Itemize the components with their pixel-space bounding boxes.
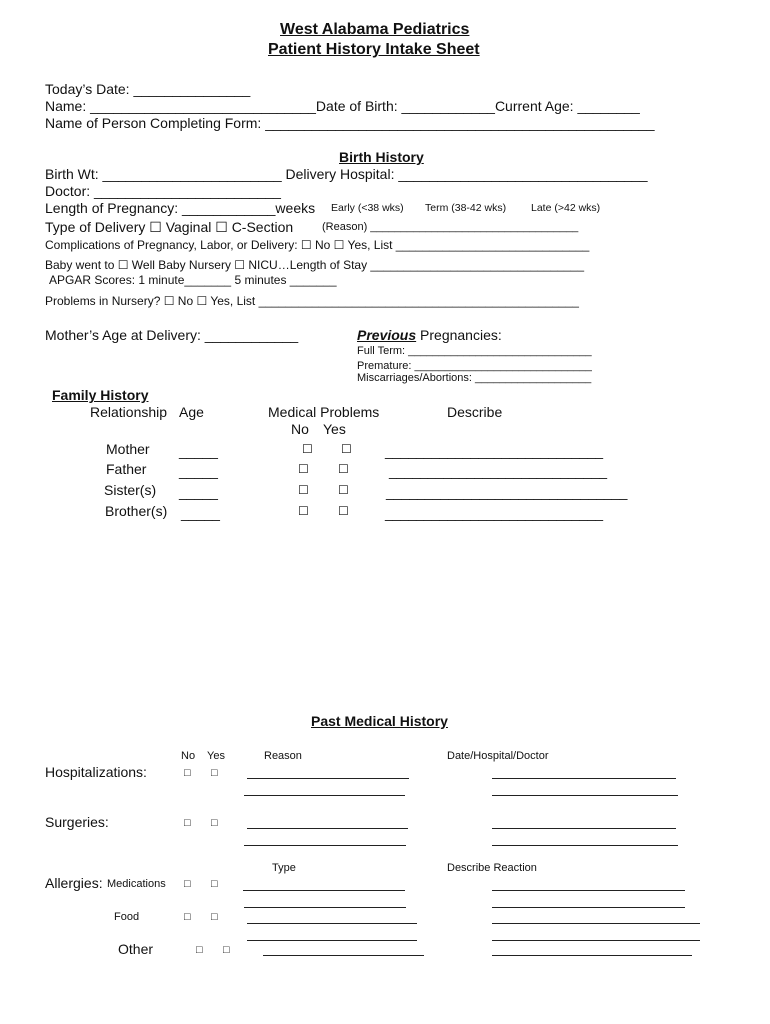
pregnancies-label: Pregnancies: [416,327,502,343]
sisters-no-checkbox[interactable]: ☐ [298,483,309,497]
pregnancy-length-field[interactable]: Length of Pregnancy: ____________weeks [45,200,316,216]
pmh-yes-header: Yes [207,750,225,762]
other-no-checkbox[interactable]: □ [196,944,203,956]
allergy-reaction-header: Describe Reaction [447,862,537,874]
term-option: Term (38-42 wks) [425,202,507,214]
food-no-checkbox[interactable]: □ [184,911,191,923]
hospitalizations-reason-line-1[interactable] [247,778,409,779]
father-yes-checkbox[interactable]: ☐ [338,462,349,476]
mother-no-checkbox[interactable]: ☐ [302,442,313,456]
person-completing-field[interactable]: Name of Person Completing Form: __________________________________________________ [45,115,655,131]
age-column-header: Age [179,404,204,420]
early-option: Early (<38 wks) [331,202,404,214]
miscarriages-field[interactable]: Miscarriages/Abortions: ___________________ [357,372,592,384]
form-title: West Alabama Pediatrics [280,21,470,38]
food-reaction-line-1[interactable] [492,923,700,924]
brothers-describe-field[interactable]: ____________________________ [385,505,604,521]
father-no-checkbox[interactable]: ☐ [298,462,309,476]
csection-reason-field[interactable]: (Reason) __________________________________ [322,221,579,233]
father-age-field[interactable]: _____ [179,463,218,479]
brothers-label: Brother(s) [105,503,168,519]
hospitalizations-no-checkbox[interactable]: □ [184,767,191,779]
apgar-field[interactable]: APGAR Scores: 1 minute_______ 5 minutes _______ [49,273,337,287]
sisters-yes-checkbox[interactable]: ☐ [338,483,349,497]
food-label: Food [114,911,140,923]
nursery-problems-field[interactable]: Problems in Nursery? ☐ No ☐ Yes, List ________________________________________________ [45,294,579,308]
sisters-describe-field[interactable]: _______________________________ [386,484,628,500]
hospitalizations-reason-line-2[interactable] [244,795,405,796]
father-describe-field[interactable]: ____________________________ [389,463,608,479]
medications-reaction-line-2[interactable] [492,907,685,908]
surgeries-date-line-2[interactable] [492,845,678,846]
allergy-type-header: Type [272,862,296,874]
mother-yes-checkbox[interactable]: ☐ [341,442,352,456]
describe-column-header: Describe [447,404,503,420]
father-label: Father [106,461,147,477]
food-yes-checkbox[interactable]: □ [211,911,218,923]
birth-weight-hospital-field[interactable]: Birth Wt: _______________________ Delivery Hospital: ________________________________ [45,166,648,182]
surgeries-no-checkbox[interactable]: □ [184,817,191,829]
premature-field[interactable]: Premature: _____________________________ [357,360,592,372]
other-yes-checkbox[interactable]: □ [223,944,230,956]
doctor-field[interactable]: Doctor: ________________________ [45,183,281,199]
surgeries-reason-line-1[interactable] [247,828,408,829]
todays-date-field[interactable]: Today’s Date: _______________ [45,81,251,97]
complications-field[interactable]: Complications of Pregnancy, Labor, or Delivery: ☐ No ☐ Yes, List _____________________________ [45,238,590,252]
birth-history-heading: Birth History [339,149,424,165]
mother-label: Mother [106,441,150,457]
relationship-column-header: Relationship [90,404,168,420]
hospitalizations-date-line-1[interactable] [492,778,676,779]
food-reaction-line-2[interactable] [492,940,700,941]
pmh-reason-header: Reason [264,750,302,762]
medications-type-line-2[interactable] [244,907,406,908]
food-type-line-1[interactable] [247,923,417,924]
mother-describe-field[interactable]: ____________________________ [385,443,604,459]
full-term-field[interactable]: Full Term: ______________________________ [357,345,592,357]
no-column-header: No [291,421,309,437]
pmh-no-header: No [181,750,196,762]
medications-yes-checkbox[interactable]: □ [211,878,218,890]
past-medical-history-heading: Past Medical History [311,713,448,729]
surgeries-label: Surgeries: [45,814,109,830]
nursery-field[interactable]: Baby went to ☐ Well Baby Nursery ☐ NICU…Length of Stay ________________________________ [45,258,584,272]
form-subtitle: Patient History Intake Sheet [268,41,480,58]
medications-type-line-1[interactable] [243,890,405,891]
pmh-date-header: Date/Hospital/Doctor [447,750,549,762]
other-label: Other [118,941,154,957]
hospitalizations-label: Hospitalizations: [45,764,147,780]
other-reaction-line[interactable] [492,955,692,956]
mother-age-field[interactable]: _____ [179,443,218,459]
late-option: Late (>42 wks) [531,202,601,214]
brothers-no-checkbox[interactable]: ☐ [298,504,309,518]
mothers-age-field[interactable]: Mother’s Age at Delivery: ____________ [45,327,299,343]
hospitalizations-date-line-2[interactable] [492,795,678,796]
food-type-line-2[interactable] [247,940,417,941]
hospitalizations-yes-checkbox[interactable]: □ [211,767,218,779]
previous-pregnancies-label [357,327,502,343]
family-history-heading: Family History [52,387,149,403]
surgeries-date-line-1[interactable] [492,828,676,829]
medications-no-checkbox[interactable]: □ [184,878,191,890]
sisters-label: Sister(s) [104,482,157,498]
brothers-age-field[interactable]: _____ [181,505,220,521]
other-type-line[interactable] [263,955,424,956]
yes-column-header: Yes [323,421,346,437]
brothers-yes-checkbox[interactable]: ☐ [338,504,349,518]
medications-reaction-line-1[interactable] [492,890,685,891]
sisters-age-field[interactable]: _____ [179,484,218,500]
name-dob-age-field[interactable]: Name: _____________________________Date of Birth: ____________Current Age: ________ [45,98,640,114]
allergies-label: Allergies: [45,875,103,891]
medications-label: Medications [107,878,166,890]
previous-label: Previous [357,327,417,343]
delivery-type-field[interactable]: Type of Delivery ☐ Vaginal ☐ C-Section [45,219,294,235]
medical-problems-column-header: Medical Problems [268,404,380,420]
surgeries-reason-line-2[interactable] [244,845,406,846]
surgeries-yes-checkbox[interactable]: □ [211,817,218,829]
